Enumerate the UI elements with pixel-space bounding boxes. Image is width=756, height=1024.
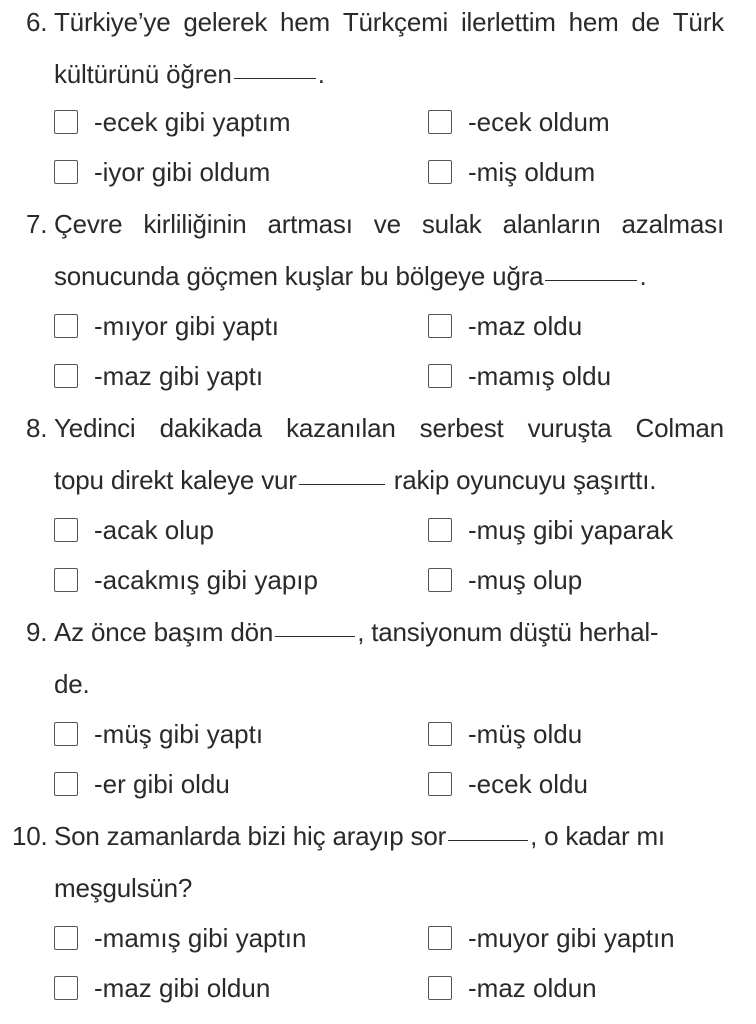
- option-checkbox[interactable]: -mıyor gibi yaptı: [54, 310, 279, 342]
- answer-blank: [448, 840, 528, 841]
- checkbox-icon[interactable]: [428, 364, 452, 388]
- checkbox-icon[interactable]: [54, 722, 78, 746]
- checkbox-icon[interactable]: [428, 722, 452, 746]
- checkbox-icon[interactable]: [54, 314, 78, 338]
- checkbox-icon[interactable]: [54, 568, 78, 592]
- question-text-line-2: meşgulsün?: [54, 873, 193, 903]
- option-checkbox[interactable]: -maz oldun: [428, 972, 597, 1004]
- checkbox-icon[interactable]: [428, 160, 452, 184]
- checkbox-icon[interactable]: [54, 110, 78, 134]
- question-text-line-2: topu direkt kaleye vur rakip oyuncuyu şaşırttı.: [54, 465, 657, 495]
- answer-blank: [545, 280, 637, 281]
- checkbox-icon[interactable]: [54, 926, 78, 950]
- checkbox-icon[interactable]: [428, 976, 452, 1000]
- checkbox-icon[interactable]: [428, 518, 452, 542]
- question-text-line-2: kültürünü öğren .: [54, 59, 325, 89]
- question-number: 6.: [26, 7, 48, 37]
- answer-blank: [234, 78, 316, 79]
- option-checkbox[interactable]: -ecek gibi yaptım: [54, 106, 291, 138]
- question-text-line-1: Son zamanlarda bizi hiç arayıp sor , o kadar mı: [54, 821, 665, 851]
- checkbox-icon[interactable]: [428, 110, 452, 134]
- option-checkbox[interactable]: -muş olup: [428, 564, 582, 596]
- option-checkbox[interactable]: -muş gibi yaparak: [428, 514, 673, 546]
- question-number: 10.: [12, 821, 48, 851]
- checkbox-icon[interactable]: [54, 772, 78, 796]
- option-checkbox[interactable]: -mamış gibi yaptın: [54, 922, 306, 954]
- checkbox-icon[interactable]: [54, 518, 78, 542]
- option-checkbox[interactable]: -müş oldu: [428, 718, 582, 750]
- checkbox-icon[interactable]: [428, 772, 452, 796]
- question-number: 7.: [26, 209, 48, 239]
- question-text-line-1: Çevre kirliliğinin artması ve sulak alanların azalması: [54, 209, 724, 239]
- question-text-line-2: sonucunda göçmen kuşlar bu bölgeye uğra .: [54, 261, 647, 291]
- option-checkbox[interactable]: -ecek oldum: [428, 106, 610, 138]
- checkbox-icon[interactable]: [54, 976, 78, 1000]
- answer-blank: [299, 484, 385, 485]
- option-checkbox[interactable]: -iyor gibi oldum: [54, 156, 270, 188]
- option-checkbox[interactable]: -mamış oldu: [428, 360, 611, 392]
- option-checkbox[interactable]: -acak olup: [54, 514, 214, 546]
- checkbox-icon[interactable]: [428, 926, 452, 950]
- option-checkbox[interactable]: -acakmış gibi yapıp: [54, 564, 318, 596]
- question-text-line-1: Az önce başım dön , tansiyonum düştü herhal-: [54, 617, 659, 647]
- option-checkbox[interactable]: -maz oldu: [428, 310, 582, 342]
- checkbox-icon[interactable]: [54, 364, 78, 388]
- option-checkbox[interactable]: -muyor gibi yaptın: [428, 922, 675, 954]
- question-text-line-2: de.: [54, 669, 90, 699]
- checkbox-icon[interactable]: [428, 568, 452, 592]
- checkbox-icon[interactable]: [428, 314, 452, 338]
- option-checkbox[interactable]: -miş oldum: [428, 156, 595, 188]
- question-text-line-1: Yedinci dakikada kazanılan serbest vuruşta Colman: [54, 413, 724, 443]
- option-checkbox[interactable]: -ecek oldu: [428, 768, 588, 800]
- option-checkbox[interactable]: -müş gibi yaptı: [54, 718, 263, 750]
- answer-blank: [275, 636, 355, 637]
- question-text-line-1: Türkiye’ye gelerek hem Türkçemi ilerlettim hem de Türk: [54, 7, 724, 37]
- option-checkbox[interactable]: -maz gibi oldun: [54, 972, 270, 1004]
- checkbox-icon[interactable]: [54, 160, 78, 184]
- question-number: 8.: [26, 413, 48, 443]
- option-checkbox[interactable]: -er gibi oldu: [54, 768, 230, 800]
- question-number: 9.: [26, 617, 48, 647]
- option-checkbox[interactable]: -maz gibi yaptı: [54, 360, 263, 392]
